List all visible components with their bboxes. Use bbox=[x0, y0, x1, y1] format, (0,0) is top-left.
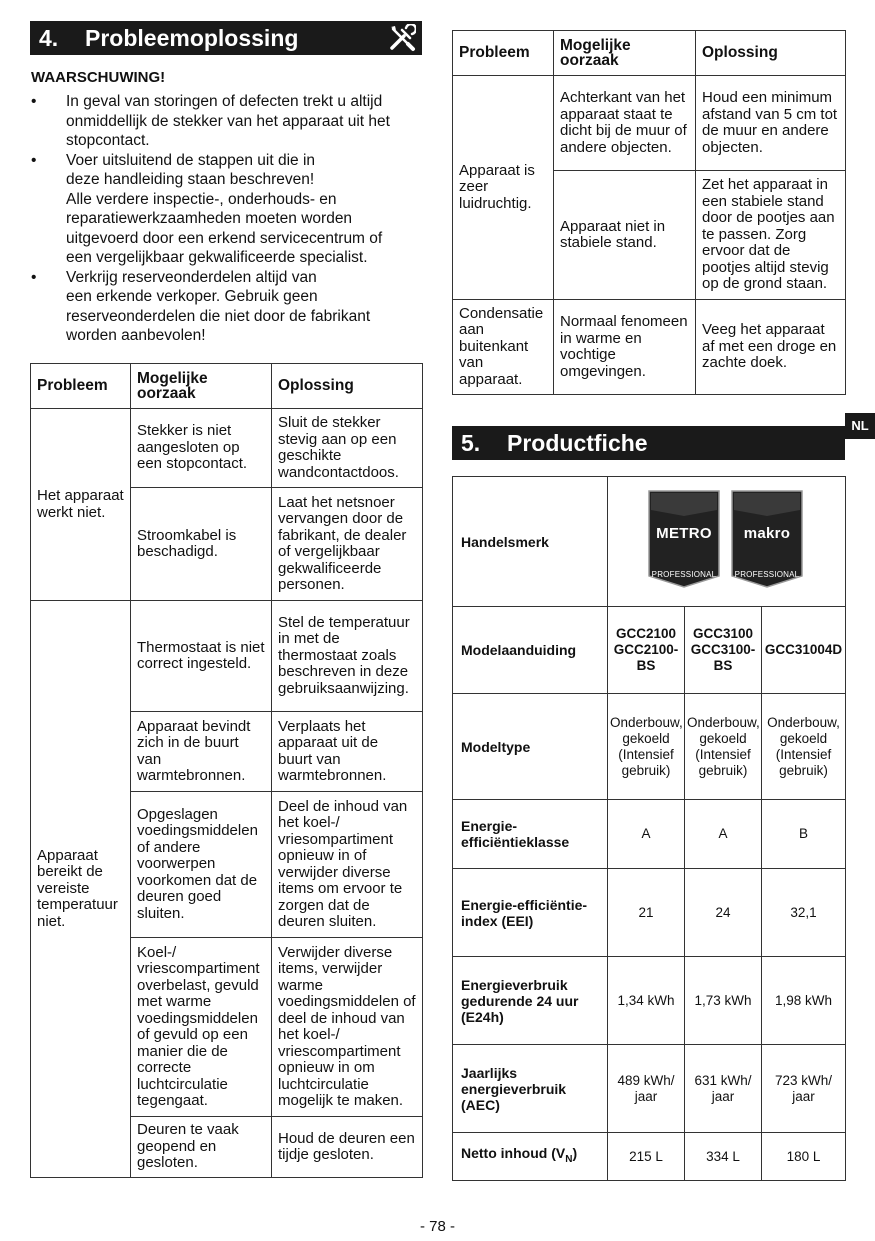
fiche-value: 334 L bbox=[685, 1133, 762, 1181]
fiche-label: Energie- efficiëntieklasse bbox=[453, 800, 608, 869]
warning-line: In geval van storingen of defecten trekt u altijd bbox=[66, 93, 383, 110]
warning-bullet bbox=[30, 92, 425, 151]
fiche-value: 180 L bbox=[762, 1133, 846, 1181]
fiche-row bbox=[453, 1045, 846, 1133]
warning-line: Voer uitsluitend de stappen uit die in bbox=[66, 151, 316, 169]
fiche-value: 1,98 kWh bbox=[762, 957, 846, 1045]
cause-cell: Apparaat bevindt zich in de buurt van warmtebronnen. bbox=[131, 712, 272, 792]
language-tab: NL bbox=[845, 413, 875, 439]
header-solution: Oplossing bbox=[272, 364, 423, 409]
header-cause: Mogelijke oorzaak bbox=[554, 31, 696, 76]
cause-cell: Opgeslagen voedingsmiddelen of andere voorwerpen voorkomen dat de deuren goed sluiten. bbox=[131, 792, 272, 938]
warning-line: Alle verdere inspectie-, onderhouds- en bbox=[66, 190, 337, 208]
table-row bbox=[453, 300, 846, 395]
warning-bullet bbox=[30, 151, 425, 268]
fiche-label: Modelaanduiding bbox=[453, 607, 608, 694]
brand-subtitle: PROFESSIONAL bbox=[651, 570, 717, 579]
section-5-header bbox=[452, 426, 845, 460]
table-row bbox=[31, 409, 423, 488]
solution-cell: Verplaats het apparaat uit de buurt van warmtebronnen. bbox=[272, 712, 423, 792]
brand-logos-cell bbox=[608, 477, 846, 607]
header-cause: Mogelijke oorzaak bbox=[131, 364, 272, 409]
fiche-value: A bbox=[685, 800, 762, 869]
warning-line: onmiddellijk de stekker van het apparaat uit het bbox=[66, 112, 390, 130]
troubleshooting-table-left bbox=[30, 363, 423, 1178]
cause-cell: Thermostaat is niet correct ingesteld. bbox=[131, 601, 272, 712]
warning-line: uitgevoerd door een erkend servicecentrum of bbox=[66, 229, 383, 247]
solution-cell: Houd een minimum afstand van 5 cm tot de muur en andere objecten. bbox=[696, 76, 846, 171]
problem-cell: Apparaat is zeer luidruchtig. bbox=[453, 76, 554, 300]
warning-line: Verkrijg reserveonderdelen altijd van bbox=[66, 268, 317, 286]
fiche-value: Onderbouw, gekoeld (Intensief gebruik) bbox=[608, 694, 685, 800]
brand-name: makro bbox=[743, 525, 791, 542]
header-solution: Oplossing bbox=[696, 31, 846, 76]
fiche-row bbox=[453, 869, 846, 957]
brand-label: Handelsmerk bbox=[453, 477, 608, 607]
cause-cell: Achterkant van het apparaat staat te dicht bij de muur of andere objecten. bbox=[554, 76, 696, 171]
problem-cell: Het apparaat werkt niet. bbox=[31, 409, 131, 601]
fiche-label bbox=[453, 1133, 608, 1181]
warning-line: een vergelijkbaar gekwalificeerde specialist. bbox=[66, 249, 368, 266]
cause-cell: Stroomkabel is beschadigd. bbox=[131, 488, 272, 601]
product-fiche-table bbox=[452, 476, 846, 1181]
fiche-label: Energie-efficiëntie- index (EEI) bbox=[453, 869, 608, 957]
section-title: Productfiche bbox=[507, 429, 648, 456]
solution-cell: Sluit de stekker stevig aan op een geschikte wandcontactdoos. bbox=[272, 409, 423, 488]
warning-line: reserveonderdelen die niet door de fabrikant bbox=[66, 307, 371, 325]
warning-list bbox=[30, 92, 425, 346]
brand-subtitle: PROFESSIONAL bbox=[734, 570, 800, 579]
fiche-value: Onderbouw, gekoeld (Intensief gebruik) bbox=[762, 694, 846, 800]
fiche-value: Onderbouw, gekoeld (Intensief gebruik) bbox=[685, 694, 762, 800]
fiche-row bbox=[453, 800, 846, 869]
warning-line: een erkende verkoper. Gebruik geen bbox=[66, 288, 318, 305]
brand-logo bbox=[731, 490, 803, 588]
fiche-value: 631 kWh/ jaar bbox=[685, 1045, 762, 1133]
fiche-row bbox=[453, 957, 846, 1045]
fiche-value: GCC2100 GCC2100- BS bbox=[608, 607, 685, 694]
solution-cell: Verwijder diverse items, verwijder warme voedingsmiddelen of deel de inhoud van het koel-/ vriescompartiment opnieuw in om luchtcirculatie mogelijk te maken. bbox=[272, 938, 423, 1117]
header-problem: Probleem bbox=[453, 31, 554, 76]
solution-cell: Stel de temperatuur in met de thermostaat zoals beschreven in deze gebruiksaanwijzing. bbox=[272, 601, 423, 712]
warning-line: reparatiewerkzaamheden moeten worden bbox=[66, 210, 353, 227]
fiche-value: 1,34 kWh bbox=[608, 957, 685, 1045]
warning-line: worden aanbevolen! bbox=[66, 327, 206, 344]
fiche-value: 215 L bbox=[608, 1133, 685, 1181]
fiche-row bbox=[453, 694, 846, 800]
netto-label: Netto inhoud (V bbox=[461, 1145, 566, 1162]
fiche-row bbox=[453, 607, 846, 694]
fiche-value: 24 bbox=[685, 869, 762, 957]
header-problem: Probleem bbox=[31, 364, 131, 409]
fiche-value: A bbox=[608, 800, 685, 869]
fiche-value: 489 kWh/ jaar bbox=[608, 1045, 685, 1133]
section-number: 5. bbox=[461, 429, 481, 456]
fiche-value: GCC31004D bbox=[762, 607, 846, 694]
fiche-value: 32,1 bbox=[762, 869, 846, 957]
table-row bbox=[453, 76, 846, 171]
solution-cell: Veeg het apparaat af met een droge en zachte doek. bbox=[696, 300, 846, 395]
troubleshooting-table-right bbox=[452, 30, 846, 395]
fiche-label: Jaarlijks energieverbruik (AEC) bbox=[453, 1045, 608, 1133]
fiche-value: 21 bbox=[608, 869, 685, 957]
fiche-value: 1,73 kWh bbox=[685, 957, 762, 1045]
fiche-value: GCC3100 GCC3100- BS bbox=[685, 607, 762, 694]
fiche-value: B bbox=[762, 800, 846, 869]
brand-logo bbox=[648, 490, 720, 588]
netto-subscript: N bbox=[565, 1153, 573, 1165]
fiche-value: 723 kWh/ jaar bbox=[762, 1045, 846, 1133]
section-number: 4. bbox=[39, 24, 59, 51]
cause-cell: Apparaat niet in stabiele stand. bbox=[554, 171, 696, 300]
section-title: Probleemoplossing bbox=[85, 24, 299, 51]
cause-cell: Koel-/ vriescompartiment overbelast, gevuld met warme voedingsmiddelen of gevuld op een manier die de correcte luchtcirculatie tegengaat. bbox=[131, 938, 272, 1117]
netto-close: ) bbox=[572, 1145, 578, 1162]
solution-cell: Laat het netsnoer vervangen door de fabrikant, de dealer of vergelijkbaar gekwalificeerde personen. bbox=[272, 488, 423, 601]
solution-cell: Zet het apparaat in een stabiele stand door de pootjes aan te passen. Zorg ervoor dat de pootjes altijd stevig op de grond staan. bbox=[696, 171, 846, 300]
page-number: - 78 - bbox=[419, 1218, 455, 1235]
cause-cell: Stekker is niet aangesloten op een stopcontact. bbox=[131, 409, 272, 488]
table-row bbox=[31, 601, 423, 712]
problem-cell: Apparaat bereikt de vereiste temperatuur niet. bbox=[31, 601, 131, 1178]
warning-bullet bbox=[30, 268, 425, 346]
cause-cell: Deuren te vaak geopend en gesloten. bbox=[131, 1117, 272, 1178]
fiche-label: Energieverbruik gedurende 24 uur (E24h) bbox=[453, 957, 608, 1045]
tools-icon bbox=[388, 24, 416, 52]
fiche-row bbox=[453, 1133, 846, 1181]
fiche-label: Modeltype bbox=[453, 694, 608, 800]
section-4-header bbox=[30, 21, 422, 55]
warning-line: deze handleiding staan beschreven! bbox=[66, 171, 315, 188]
cause-cell: Normaal fenomeen in warme en vochtige omgevingen. bbox=[554, 300, 696, 395]
problem-cell: Condensatie aan buitenkant van apparaat. bbox=[453, 300, 554, 395]
warning-line: stopcontact. bbox=[66, 132, 150, 149]
brand-name: METRO bbox=[656, 525, 712, 542]
solution-cell: Houd de deuren een tijdje gesloten. bbox=[272, 1117, 423, 1178]
solution-cell: Deel de inhoud van het koel-/ vriesompartiment opnieuw in of verwijder diverse items om ervoor te zorgen dat de deuren sluiten. bbox=[272, 792, 423, 938]
warning-title: WAARSCHUWING! bbox=[31, 69, 166, 86]
